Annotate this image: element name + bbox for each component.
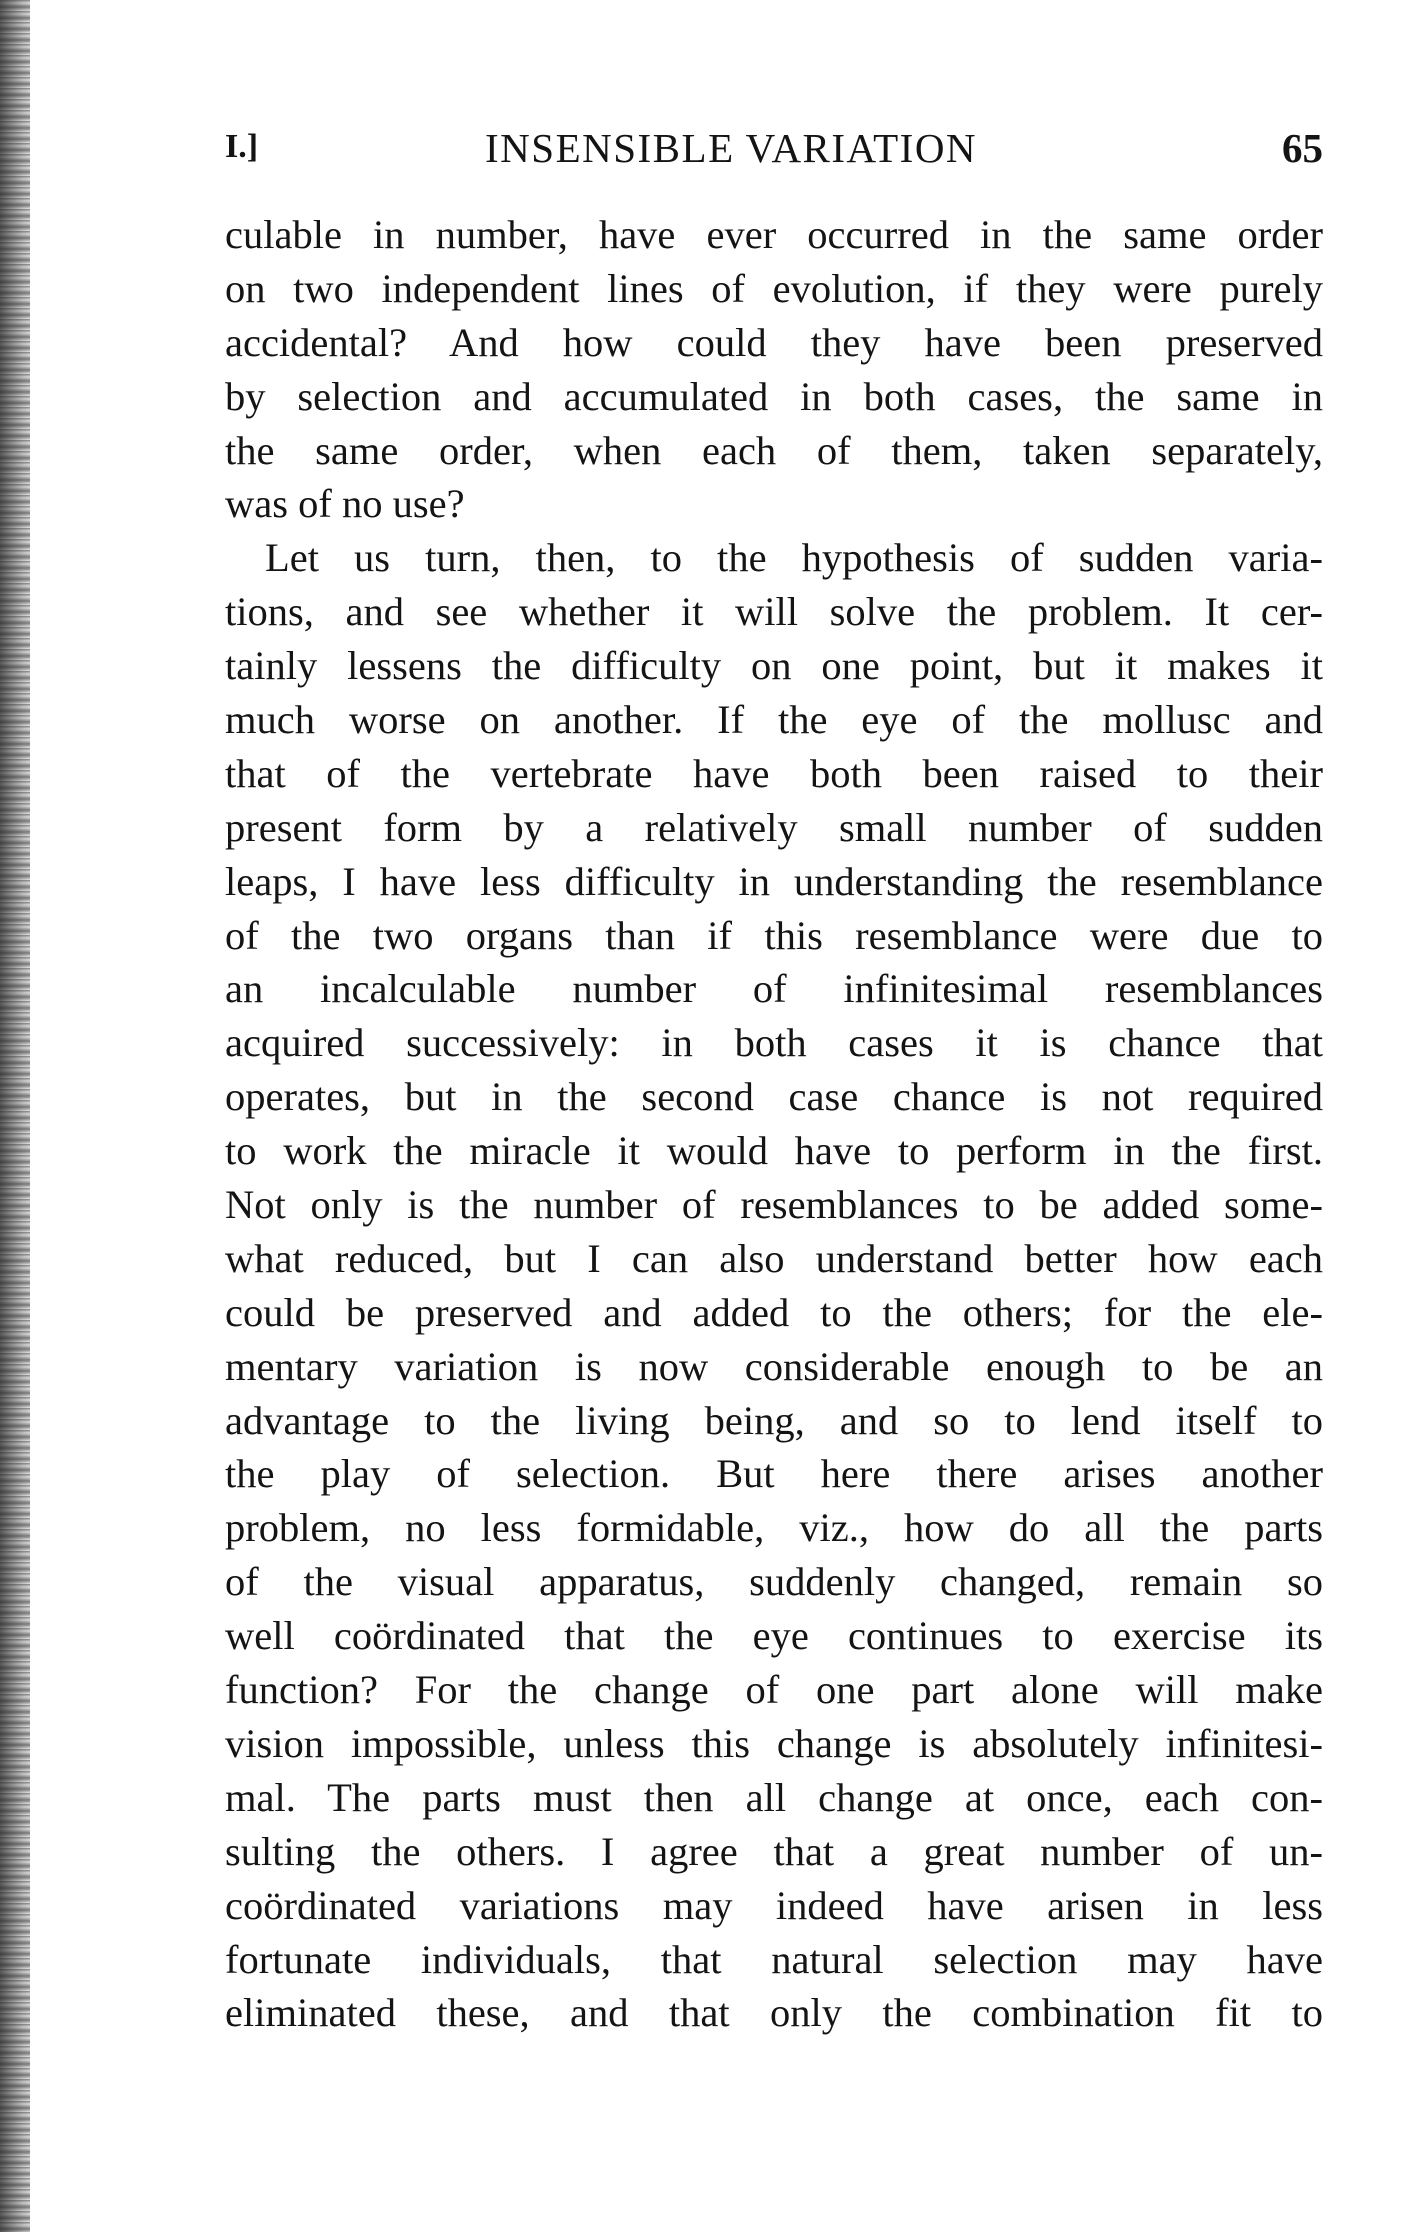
text-line: vision impossible, unless this change is absolutely infinitesi- bbox=[225, 1720, 1323, 1766]
text-line: was of no use? bbox=[225, 481, 465, 527]
text-line: Let us turn, then, to the hypothesis of sudden varia- bbox=[265, 535, 1323, 581]
text-line: present form by a relatively small number of sudden bbox=[225, 804, 1323, 850]
text-line: mal. The parts must then all change at once, each con- bbox=[225, 1774, 1323, 1820]
text-line: of the two organs than if this resemblance were due to bbox=[225, 912, 1323, 958]
text-line: mentary variation is now considerable enough to be an bbox=[225, 1343, 1323, 1389]
text-line: much worse on another. If the eye of the mollusc and bbox=[225, 697, 1323, 743]
text-line: by selection and accumulated in both cases, the same in bbox=[225, 373, 1323, 419]
paragraph-1 bbox=[225, 208, 1323, 531]
text-line: tions, and see whether it will solve the problem. It cer- bbox=[225, 589, 1323, 635]
text-line: coördinated variations may indeed have arisen in less bbox=[225, 1882, 1323, 1928]
running-title: INSENSIBLE VARIATION bbox=[485, 125, 978, 171]
text-line: problem, no less formidable, viz., how do all the parts bbox=[225, 1505, 1323, 1551]
text-line: eliminated these, and that only the combination fit to bbox=[225, 1990, 1323, 2036]
scan-binding-edge bbox=[0, 0, 30, 2232]
running-header bbox=[225, 124, 1323, 184]
text-line: the same order, when each of them, taken separately, bbox=[225, 427, 1323, 473]
text-line: advantage to the living being, and so to lend itself to bbox=[225, 1397, 1323, 1443]
text-line: an incalculable number of infinitesimal resemblances bbox=[225, 966, 1323, 1012]
page-number: 65 bbox=[1282, 125, 1323, 171]
text-line: that of the vertebrate have both been raised to their bbox=[225, 750, 1323, 796]
text-line: on two independent lines of evolution, if they were purely bbox=[225, 265, 1323, 311]
paragraph-2 bbox=[225, 531, 1323, 2040]
text-line: could be preserved and added to the others; for the ele- bbox=[225, 1289, 1323, 1335]
text-line: function? For the change of one part alone will make bbox=[225, 1667, 1323, 1713]
page-body bbox=[225, 208, 1323, 2040]
text-line: acquired successively: in both cases it is chance that bbox=[225, 1020, 1323, 1066]
text-line: leaps, I have less difficulty in understanding the resemblance bbox=[225, 858, 1323, 904]
text-line: of the visual apparatus, suddenly changed, remain so bbox=[225, 1559, 1323, 1605]
text-line: Not only is the number of resemblances to be added some- bbox=[225, 1182, 1323, 1228]
text-line: fortunate individuals, that natural selection may have bbox=[225, 1936, 1323, 1982]
text-line: accidental? And how could they have been preserved bbox=[225, 319, 1323, 365]
text-line: operates, but in the second case chance is not required bbox=[225, 1074, 1323, 1120]
text-line: culable in number, have ever occurred in the same order bbox=[225, 212, 1323, 257]
text-line: tainly lessens the difficulty on one point, but it makes it bbox=[225, 643, 1323, 689]
section-marker: I.] bbox=[225, 128, 259, 165]
text-line: sulting the others. I agree that a great number of un- bbox=[225, 1828, 1323, 1874]
text-line: to work the miracle it would have to perform in the first. bbox=[225, 1128, 1323, 1174]
text-line: what reduced, but I can also understand better how each bbox=[225, 1235, 1323, 1281]
text-line: well coördinated that the eye continues to exercise its bbox=[225, 1613, 1323, 1659]
text-line: the play of selection. But here there arises another bbox=[225, 1451, 1323, 1497]
